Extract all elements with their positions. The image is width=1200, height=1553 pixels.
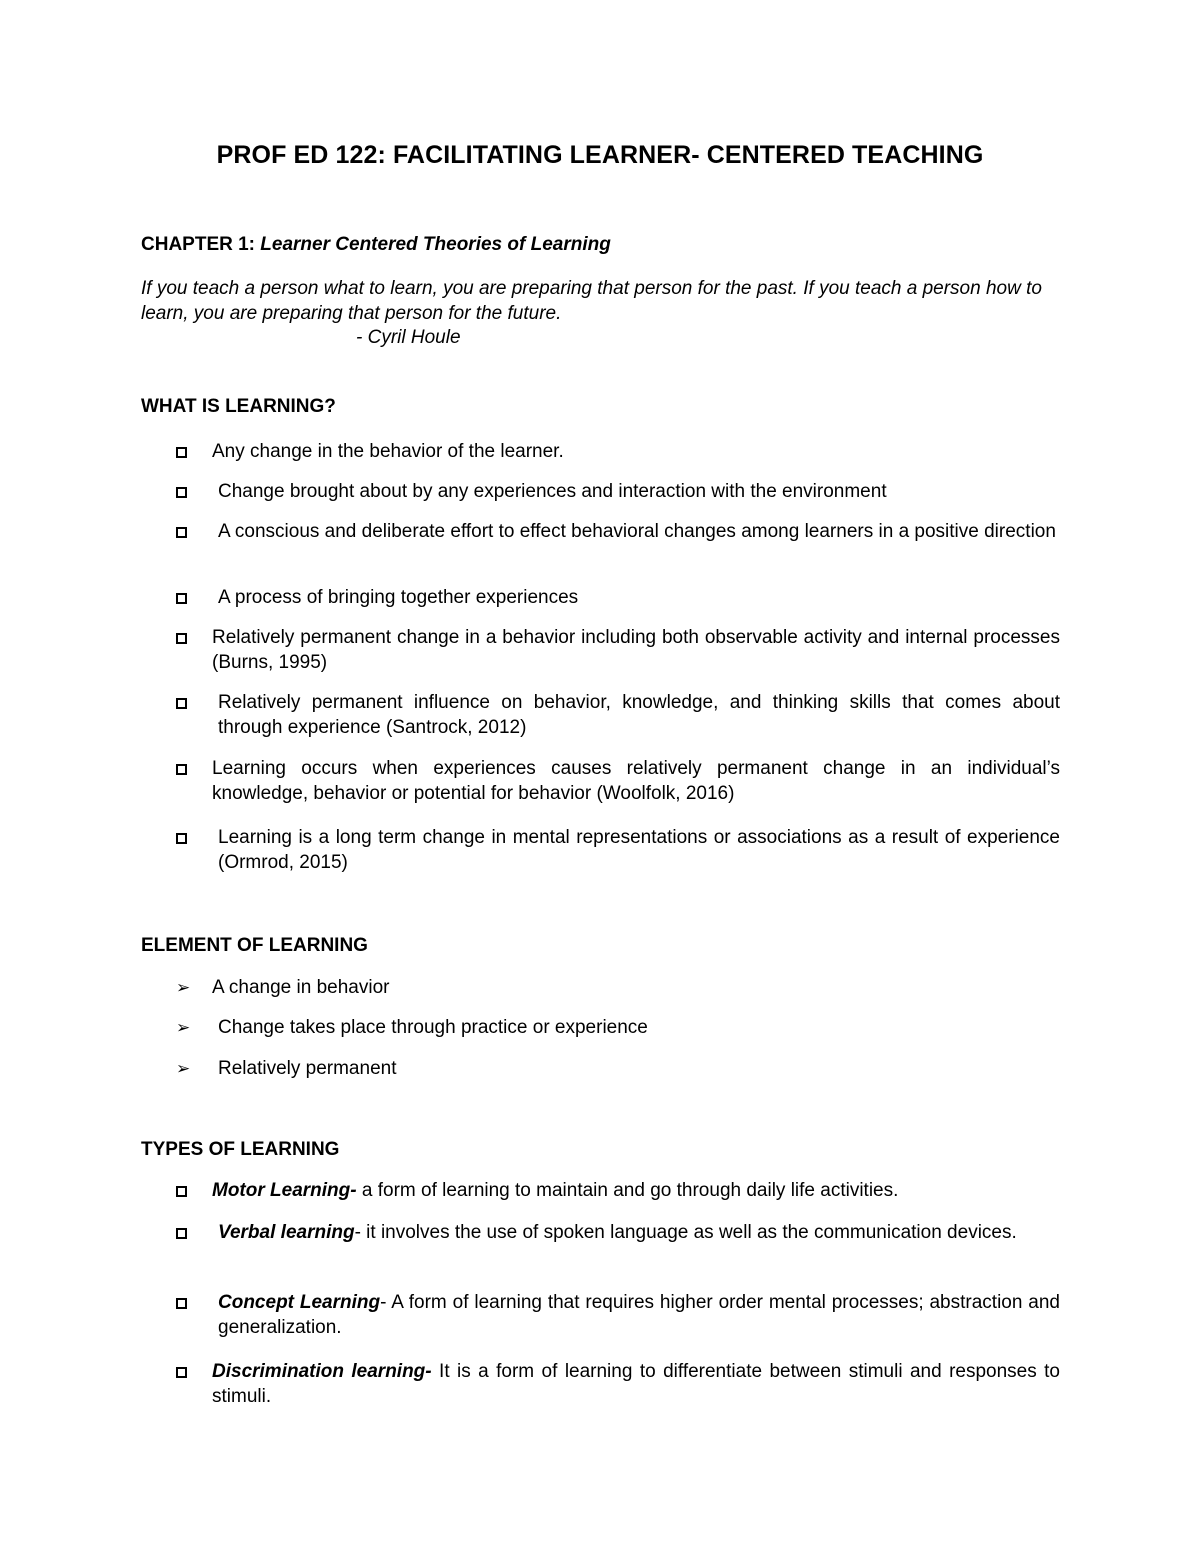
list-item: ➢ A change in behavior <box>176 977 390 998</box>
section-heading-what-is-learning: WHAT IS LEARNING? <box>141 396 336 417</box>
list-item: A conscious and deliberate effort to effect behavioral changes among learners in a positive direction <box>176 519 1060 544</box>
checkbox-bullet-icon <box>176 1186 187 1197</box>
list-item: Verbal learning- it involves the use of spoken language as well as the communication devices. <box>176 1220 1060 1245</box>
arrow-bullet-icon: ➢ <box>176 978 191 997</box>
checkbox-bullet-icon <box>176 698 187 709</box>
list-item: Motor Learning- a form of learning to maintain and go through daily life activities. <box>176 1178 1060 1203</box>
quote-author: - Cyril Houle <box>356 327 461 348</box>
page-title: PROF ED 122: FACILITATING LEARNER- CENTERED TEACHING <box>216 141 984 169</box>
chapter-title: Learner Centered Theories of Learning <box>260 234 611 255</box>
checkbox-bullet-icon <box>176 1228 187 1239</box>
list-item: ➢ Relatively permanent <box>176 1058 397 1079</box>
checkbox-bullet-icon <box>176 593 187 604</box>
quote-text: If you teach a person what to learn, you are preparing that person for the past. If you teach a person how to learn, you are preparing that person for the future. <box>141 278 1042 324</box>
list-item: Relatively permanent influence on behavior, knowledge, and thinking skills that comes about through experience (Santrock, 2012) <box>176 690 1060 740</box>
checkbox-bullet-icon <box>176 527 187 538</box>
list-item: A process of bringing together experiences <box>176 585 1060 610</box>
list-item: ➢ Change takes place through practice or experience <box>176 1017 648 1038</box>
checkbox-bullet-icon <box>176 1367 187 1378</box>
list-item: Learning is a long term change in mental representations or associations as a result of experience (Ormrod, 2015) <box>176 825 1060 875</box>
arrow-bullet-icon: ➢ <box>176 1059 191 1078</box>
chapter-label: CHAPTER 1: <box>141 234 261 255</box>
checkbox-bullet-icon <box>176 633 187 644</box>
list-item: Relatively permanent change in a behavior including both observable activity and internal processes (Burns, 1995) <box>176 625 1060 675</box>
list-item: Learning occurs when experiences causes relatively permanent change in an individual’s knowledge, behavior or potential for behavior (Woolfolk, 2016) <box>176 756 1060 806</box>
checkbox-bullet-icon <box>176 447 187 458</box>
chapter-heading <box>141 234 611 256</box>
list-item: Discrimination learning- It is a form of learning to differentiate between stimuli and responses to stimuli. <box>176 1359 1060 1409</box>
checkbox-bullet-icon <box>176 1298 187 1309</box>
section-heading-element-of-learning: ELEMENT OF LEARNING <box>141 935 368 956</box>
arrow-bullet-icon: ➢ <box>176 1018 191 1037</box>
list-item: Any change in the behavior of the learner. <box>176 439 1060 464</box>
checkbox-bullet-icon <box>176 764 187 775</box>
checkbox-bullet-icon <box>176 833 187 844</box>
section-heading-types-of-learning: TYPES OF LEARNING <box>141 1139 340 1160</box>
checkbox-bullet-icon <box>176 487 187 498</box>
list-item: Concept Learning- A form of learning that requires higher order mental processes; abstraction and generalization. <box>176 1290 1060 1340</box>
list-item: Change brought about by any experiences and interaction with the environment <box>176 479 1060 504</box>
